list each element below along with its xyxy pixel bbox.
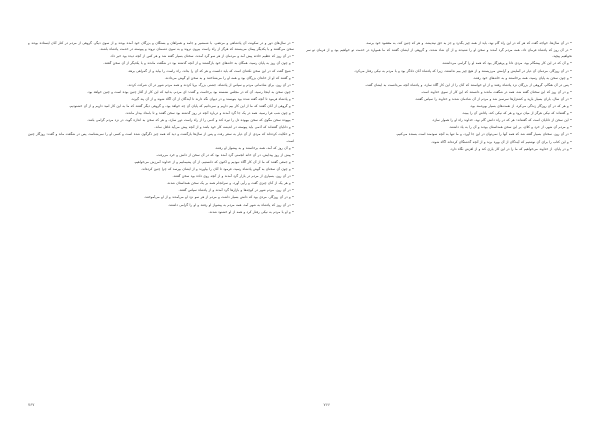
left-page-text [28,40,294,215]
paragraph: • در آن روزگار، مردمان آن دیار در آسایش و آرامش می‌زیستند و از هیچ چیز بیم نداشتند، زیرا که پادشاه آنان دادگر بود و با مردم به نیکی رفتار می‌کرد. [354,68,572,73]
paragraph: • در آن روز که عظیم حادثه پیش آمد و مردمان از هر سو گرد آمدند، سخنان بسیار گفته شد و هر کس از آنچه دیده بود خبر داد. [109,54,294,59]
paragraph: • و آن که در این کار پیشگام بود، مردی دانا و پرهیزگار بود که همه او را گرامی می‌داشتند. [441,61,572,66]
paragraph: • و در آن روزگار، مردی بود که دانش بسیار داشت و مردم از هر سو نزد او می‌آمدند و از او می‌آموختند. [143,195,294,200]
paragraph: • و هر که در آن روزگار زندگی می‌کرد، از نعمت‌های بسیار بهره‌مند بود. [469,104,572,109]
paragraph: • و گروهی از آنان گفتند که ما از این کار بیم داریم و نمی‌دانیم که پایان آن چه خواهد بود، و گروهی دیگر گفتند که ما به این کار امید داریم و از آن خشنودیم. [69,104,294,109]
paragraph: • چون سخن به اینجا رسید، آن که در مجلس نشسته بود برخاست و گفت: ای مردم، بدانید که این کار از آغاز چنین بوده است و چنین خواهد بود. [87,89,294,94]
paragraph: • پیش از روز پیدایش، در آن خانه انجمنی گرد آمده بود که در آن سخن از دانش و خرد می‌رفت. [156,152,294,157]
paragraph: • پس در آن هنگام، گروهی از بزرگان نزد پادشاه رفتند و از او خواستند که آنان را از این کار آگاه سازد، و پادشاه آنچه می‌دانست به ایشان گفت. [365,82,572,87]
paragraph: • بیهوده سخن مگوی که سخن بیهوده دل را تیره کند و آدمی را از راه راست دور سازد، و هر که سخن به اندازه گوید، در نزد مردم گرامی باشد. [87,118,294,123]
paragraph: • شیخ گفت که در این سخن نکته‌ای است که باید دانست و هر که آن را بداند، راه راست را بیابد و از گمراهی برهد. [127,68,294,73]
paragraph: • این سخن از دانایان است که گفته‌اند: هر که در راه دانش گام نهد، خداوند راه او را هموار سازد. [431,118,572,123]
paragraph: • در آن روز، بسیاری از مردم در بازار گرد آمدند و از آنچه روی داده بود سخن گفتند. [172,174,294,179]
paragraph: • در آن روز، مردم شهر در کوچه‌ها و بازارها گرد آمدند و از پادشاه سپاس گفتند. [178,188,294,193]
paragraph: • و در آن روز که این سخنان گفته شد، همه در شگفت ماندند و دانستند که این کار از سوی خداوند است. [421,89,572,94]
paragraph: • و جمعی گفتند که ما از آن کار آگاه نبودیم و اکنون که دانستیم، از آن پشیمانیم و از خداوند آمرزش می‌خواهیم. [133,160,294,164]
paragraph: • و هر یک از آنان چیزی گفت و رأیی آورد، و سرانجام همه بر یک سخن همداستان شدند. [166,181,294,186]
paragraph: • در آن سال، باران بسیار بارید و کشتزارها سرسبز شد و مردم از آن شادمان شدند و خداوند را سپاس گفتند. [414,96,572,101]
paragraph: • و حکایت کرده‌اند که مردی از آن دیار به سفر رفت و پس از سال‌ها بازگشت و دید که همه چیز دگرگون شده است و کسی او را نمی‌شناسد، پس در شگفت ماند و گفت: روزگار چنین است. [28,132,294,143]
left-page [28,40,294,395]
paragraph: • در آن روز که پادشاه فرمان داد، همه مردم گرد آمدند و سخن او را شنیدند و از آن شاد شدند، و گروهی از ایشان گفتند که ما همواره در خدمت تو خواهیم بود و از فرمان تو سر نخواهیم پیچید. [306,48,572,59]
paragraph: • در سال‌های دور و در سکونت آن پادشاهی و مرتضی، با شمشیر و جامه و همراهان و بستگان و بزرگان خود آمده بودند و از سوی دیگر، گروهی از مردم در کنار آنان ایستاده بودند و سخن می‌گفتند و با یکدیگر پیمان می‌بستند که هرگز از راه راست بیرون نروند و به سوی دشمنان نروند و پیوسته در خدمت پادشاه باشند. [28,41,294,52]
paragraph: • در آن روز، سخنان بسیار گفته شد که همه آنها را نمی‌توان در این جا آورد، و ما تنها به آنچه سودمند است بسنده می‌کنیم. [395,132,572,137]
right-page-number: ۷۶۶ [323,402,330,407]
right-page [306,40,572,395]
paragraph: • و این کتاب را برای آن نوشتیم که آیندگان از آن بهره برند و از آنچه گذشتگان کرده‌اند آگاه شوند. [431,139,572,144]
paragraph: • و چون آن روز به پایان رسید، همگان به خانه‌های خود بازگشتند و از آنچه گذشته بود در شگفت ماندند و با یکدیگر از آن سخن گفتند. [103,61,294,66]
paragraph: • و گفته‌اند که نیکی هرگز از میان نرود و هر که نیکی کند، پاداش آن را ببیند. [461,111,572,116]
right-page-text [306,40,572,152]
paragraph: • و گفتند که او از خاندان بزرگان بود و همه او را می‌شناختند و به سخن او گوش می‌دادند. [164,75,294,80]
paragraph: • در آن روز، برای شادمانی مردم و سپاس از پادشاه، جشنی بزرگ برپا کردند و همه مردم شهر در آن شرکت کردند. [127,82,294,87]
paragraph: • و دانایان گفته‌اند که آدمی باید پیوسته در اندیشه کار خود باشد و از آنچه پیش می‌آید غافل نماند. [154,125,294,130]
paragraph: • و چون شب فرا رسید، همه در یک جا گرد آمدند و درباره آنچه در روز گذشته بود سخن گفتند و تا بامداد بیدار ماندند. [125,111,294,116]
paragraph: • و او با مردم به نیکی رفتار کرد و همه از او خشنود شدند. [208,209,294,214]
paragraph: • و پادشاه فرمود تا آنچه گفته شده بود بنویسند و در دیوان نگه دارند تا آیندگان از آن آگاه شوند و از آن پند گیرند. [130,96,294,101]
left-page-number: ۷۶۷ [28,402,35,407]
paragraph: • و چون سخن به پایان رسید، همه برخاستند و به خانه‌های خود رفتند. [472,75,572,80]
paragraph: • در آن روز که پادشاه به شهر آمد، همه مردم به پیشواز او رفتند و او را گرامی داشتند. [167,202,294,207]
paragraph: • و در پایان، از خداوند می‌خواهیم که ما را در این کار یاری کند و از لغزش نگاه دارد. [449,146,572,151]
paragraph: • و مردم آن شهر، از خرد و کلان، بر این سخن همداستان بودند و آن را به یاد داشتند. [448,125,572,130]
paragraph: • و آن روز که آمد، همه برخاستند و به پیشواز او رفتند. [214,145,294,150]
paragraph: • و چون آن سخنان به گوش پادشاه رسید، فرمود تا آنان را بیاورند و از ایشان بپرسد که چرا چنین کرده‌اند. [141,167,294,172]
paragraph: • در آن سال‌ها، خواجه گفت که هر که در این راه گام نهد، باید از همه چیز بگذرد و جز به حق نیندیشد، و هر که چنین کند، به مقصود خود برسد. [365,41,572,45]
